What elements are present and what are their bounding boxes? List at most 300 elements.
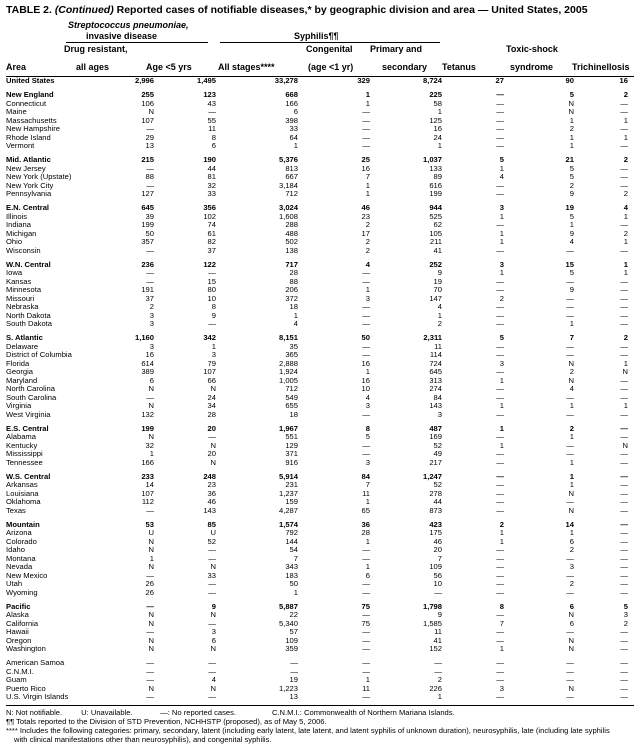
value-cell: — — [208, 433, 216, 441]
table-row — [6, 190, 634, 199]
value-cell: U — [210, 529, 216, 537]
area-cell: Alabama — [6, 433, 36, 441]
area-cell: Arizona — [6, 529, 32, 537]
value-cell: — — [496, 546, 504, 554]
value-cell: 549 — [285, 393, 298, 402]
value-cell: 2 — [623, 229, 628, 238]
value-cell: — — [208, 588, 216, 597]
table-row — [6, 685, 634, 694]
legend-not-notifiable: N: Not notifiable. — [6, 707, 63, 717]
value-cell: 114 — [429, 351, 442, 359]
value-cell: N — [148, 546, 154, 554]
value-cell: 8 — [499, 602, 504, 611]
value-cell: 1,223 — [278, 684, 298, 693]
value-cell: 1 — [365, 537, 370, 546]
value-cell: 23 — [207, 481, 216, 489]
value-cell: — — [146, 125, 154, 133]
area-cell: Oklahoma — [6, 498, 41, 506]
value-cell: 28 — [289, 269, 298, 277]
value-cell: 169 — [429, 433, 442, 441]
value-cell: 46 — [361, 204, 370, 212]
table-row — [6, 433, 634, 442]
value-cell: 24 — [433, 133, 442, 142]
value-cell: 109 — [285, 636, 298, 645]
table-row — [6, 498, 634, 507]
value-cell: 2 — [569, 424, 574, 433]
value-cell: 6 — [365, 571, 370, 580]
value-cell: 33 — [289, 125, 298, 133]
value-cell: 1 — [623, 116, 628, 125]
value-cell: 41 — [433, 636, 442, 645]
value-cell: 2 — [569, 125, 574, 133]
value-cell: — — [496, 659, 504, 667]
table-row — [6, 563, 634, 572]
value-cell: — — [620, 481, 628, 489]
value-cell: 20 — [207, 450, 216, 458]
value-cell: — — [496, 246, 504, 255]
value-cell: 2,996 — [134, 77, 154, 85]
value-cell: 14 — [565, 520, 574, 529]
value-cell: 1,585 — [422, 619, 442, 628]
value-cell: 82 — [207, 238, 216, 246]
value-cell: 3 — [211, 351, 216, 359]
area-cell: W.N. Central — [6, 260, 51, 269]
value-cell: 43 — [207, 99, 216, 108]
value-cell: 15 — [207, 277, 216, 286]
area-cell: S. Atlantic — [6, 334, 43, 342]
area-cell: Texas — [6, 506, 26, 515]
value-cell: — — [496, 277, 504, 286]
value-cell: — — [620, 563, 628, 571]
value-cell: — — [620, 546, 628, 554]
value-cell: 3 — [149, 311, 154, 320]
value-cell: 6 — [569, 537, 574, 546]
value-cell: 278 — [429, 489, 442, 498]
value-cell: — — [208, 619, 216, 628]
footnote-stages-1: **** Includes the following categories: primary, secondary, latent (including early latent, late latent, and latent syphilis of unknown duration), neurosyphilis, late (including late syphilis — [6, 725, 610, 735]
value-cell: 75 — [361, 602, 370, 611]
value-cell: 8 — [211, 303, 216, 311]
value-cell: 8 — [211, 133, 216, 142]
value-cell: 1 — [499, 645, 504, 653]
value-cell: — — [496, 303, 504, 311]
header-trichinellosis: Trichinellosis — [572, 62, 630, 72]
value-cell: 2 — [149, 303, 154, 311]
value-cell: 2,311 — [423, 334, 442, 342]
value-cell: — — [496, 342, 504, 351]
value-cell: 29 — [145, 133, 154, 142]
value-cell: 359 — [285, 645, 298, 653]
value-cell: 1 — [623, 238, 628, 246]
value-cell: — — [620, 311, 628, 320]
value-cell: 1 — [499, 238, 504, 246]
value-cell: 66 — [207, 376, 216, 385]
value-cell: 50 — [361, 334, 370, 342]
value-cell: N — [568, 489, 574, 498]
value-cell: — — [620, 667, 628, 676]
value-cell: 792 — [285, 529, 298, 537]
region-row — [6, 261, 634, 270]
value-cell: 1 — [499, 537, 504, 546]
value-cell: 551 — [285, 433, 298, 441]
value-cell: 133 — [429, 164, 442, 173]
value-cell: 4 — [293, 320, 298, 328]
value-cell: N — [148, 385, 154, 393]
value-cell: 1,574 — [278, 520, 298, 529]
value-cell: — — [496, 554, 504, 563]
value-cell: — — [362, 142, 370, 150]
value-cell: — — [620, 342, 628, 351]
value-cell: 1 — [569, 481, 574, 489]
value-cell: 7 — [365, 173, 370, 181]
value-cell: 1 — [623, 133, 628, 142]
value-cell: 2 — [623, 619, 628, 628]
value-cell: 16 — [361, 359, 370, 368]
value-cell: N — [210, 645, 216, 653]
value-cell: 75 — [361, 619, 370, 628]
table-row — [6, 173, 634, 182]
value-cell: — — [566, 303, 574, 311]
value-cell: — — [146, 602, 154, 611]
value-cell: 1,608 — [278, 212, 298, 221]
area-cell: Idaho — [6, 546, 26, 554]
value-cell: 41 — [433, 246, 442, 255]
area-cell: New Hampshire — [6, 125, 61, 133]
value-cell: 13 — [289, 693, 298, 701]
value-cell: — — [146, 181, 154, 190]
value-cell: 144 — [285, 537, 298, 546]
value-cell: 3 — [499, 204, 504, 212]
value-cell: 1 — [569, 472, 574, 481]
value-cell: — — [566, 554, 574, 563]
value-cell: 2 — [569, 580, 574, 588]
value-cell: — — [566, 676, 574, 684]
value-cell: — — [496, 311, 504, 320]
table-row — [6, 360, 634, 369]
value-cell: 9 — [437, 269, 442, 277]
area-cell: North Carolina — [6, 385, 55, 393]
value-cell: 107 — [141, 116, 154, 125]
value-cell: 80 — [207, 286, 216, 294]
region-row — [6, 156, 634, 165]
value-cell: — — [620, 537, 628, 546]
table-row — [6, 442, 634, 451]
value-cell: 19 — [565, 204, 574, 212]
value-cell: 125 — [429, 116, 442, 125]
value-cell: 1 — [365, 563, 370, 571]
value-cell: — — [620, 385, 628, 393]
area-cell: Puerto Rico — [6, 684, 46, 693]
value-cell: 7 — [499, 619, 504, 628]
table-row — [6, 529, 634, 538]
value-cell: 1 — [623, 402, 628, 410]
value-cell: — — [620, 393, 628, 402]
value-cell: 1,798 — [422, 602, 442, 611]
value-cell: 199 — [141, 424, 154, 433]
value-cell: — — [496, 498, 504, 506]
value-cell: 614 — [141, 359, 154, 368]
value-cell: — — [496, 563, 504, 571]
value-cell: 166 — [141, 458, 154, 467]
value-cell: — — [620, 351, 628, 359]
value-cell: 19 — [433, 277, 442, 286]
value-cell: N — [210, 563, 216, 571]
strep-group-rule — [66, 42, 208, 43]
header-age-under1: (age <1 yr) — [308, 62, 354, 72]
value-cell: — — [362, 351, 370, 359]
value-cell: — — [496, 286, 504, 294]
value-cell: 74 — [207, 221, 216, 229]
value-cell: 166 — [285, 99, 298, 108]
value-cell: 1,247 — [422, 472, 442, 481]
area-cell: Florida — [6, 359, 30, 368]
value-cell: 5 — [569, 164, 574, 173]
value-cell: 32 — [145, 441, 154, 450]
table-row — [6, 213, 634, 222]
value-cell: 3,184 — [278, 181, 298, 190]
value-cell: 10 — [207, 294, 216, 303]
value-cell: — — [620, 142, 628, 150]
value-cell: 53 — [145, 520, 154, 529]
value-cell: — — [620, 628, 628, 636]
value-cell: — — [208, 554, 216, 563]
value-cell: 1 — [365, 286, 370, 294]
table-row — [6, 286, 634, 295]
value-cell: 668 — [285, 91, 298, 99]
value-cell: 274 — [429, 385, 442, 393]
value-cell: 37 — [207, 246, 216, 255]
value-cell: 1,924 — [278, 368, 298, 376]
table-row — [6, 668, 634, 677]
area-cell: E.N. Central — [6, 204, 50, 212]
value-cell: 873 — [429, 506, 442, 515]
value-cell: — — [620, 489, 628, 498]
value-cell: 5 — [569, 173, 574, 181]
table-row — [6, 620, 634, 629]
value-cell: 90 — [565, 77, 574, 85]
value-cell: — — [620, 221, 628, 229]
value-cell: 79 — [207, 359, 216, 368]
value-cell: 81 — [207, 173, 216, 181]
header-invasive: invasive disease — [86, 31, 158, 41]
value-cell: 183 — [285, 571, 298, 580]
area-cell: Kansas — [6, 277, 32, 286]
value-cell: 231 — [285, 481, 298, 489]
value-cell: — — [496, 99, 504, 108]
value-cell: — — [146, 667, 154, 676]
area-cell: Washington — [6, 645, 46, 653]
area-cell: Illinois — [6, 212, 28, 221]
value-cell: 724 — [429, 359, 442, 368]
area-cell: Ohio — [6, 238, 23, 246]
data-table — [6, 77, 634, 702]
value-cell: — — [496, 385, 504, 393]
legend-unavailable: U: Unavailable. — [81, 707, 133, 717]
table-row — [6, 269, 634, 278]
value-cell: 3 — [149, 320, 154, 328]
value-cell: 1 — [569, 402, 574, 410]
table-row — [6, 402, 634, 411]
value-cell: 54 — [289, 546, 298, 554]
value-cell: — — [620, 554, 628, 563]
area-cell: New Mexico — [6, 571, 48, 580]
value-cell: 5,340 — [278, 619, 298, 628]
value-cell: — — [496, 142, 504, 150]
value-cell: — — [146, 571, 154, 580]
table-row — [6, 394, 634, 403]
table-row — [6, 411, 634, 420]
value-cell: — — [146, 269, 154, 277]
header-primary-and: Primary and — [370, 44, 423, 54]
value-cell: 44 — [433, 498, 442, 506]
value-cell: — — [496, 611, 504, 619]
value-cell: — — [620, 99, 628, 108]
value-cell: 3 — [211, 628, 216, 636]
area-cell: California — [6, 619, 39, 628]
value-cell: 616 — [429, 181, 442, 190]
value-cell: — — [620, 588, 628, 597]
region-row — [6, 603, 634, 612]
value-cell: 252 — [429, 260, 442, 269]
table-row — [6, 303, 634, 312]
value-cell: — — [362, 133, 370, 142]
area-cell: Mid. Atlantic — [6, 156, 51, 164]
value-cell: 5 — [569, 91, 574, 99]
value-cell: — — [620, 645, 628, 653]
value-cell: 35 — [289, 342, 298, 351]
value-cell: 15 — [565, 260, 574, 269]
value-cell: 16 — [361, 164, 370, 173]
value-cell: 813 — [285, 164, 298, 173]
value-cell: — — [208, 659, 216, 667]
header-all-stages: All stages**** — [218, 62, 275, 72]
value-cell: — — [620, 676, 628, 684]
value-cell: 44 — [207, 164, 216, 173]
value-cell: 8 — [365, 424, 370, 433]
area-cell: Pacific — [6, 602, 31, 611]
value-cell: N — [568, 359, 574, 368]
value-cell: 4 — [569, 238, 574, 246]
header-toxic-shock: Toxic-shock — [506, 44, 558, 54]
header-congenital: Congenital — [306, 44, 353, 54]
value-cell: N — [148, 611, 154, 619]
value-cell: — — [566, 441, 574, 450]
table-row — [6, 676, 634, 685]
value-cell: — — [496, 667, 504, 676]
table-row — [6, 343, 634, 352]
area-cell: Wisconsin — [6, 246, 41, 255]
value-cell: 4 — [569, 385, 574, 393]
value-cell: — — [566, 693, 574, 701]
area-cell: New York City — [6, 181, 54, 190]
value-cell: 2 — [365, 238, 370, 246]
value-cell: N — [568, 108, 574, 116]
value-cell: — — [566, 659, 574, 667]
value-cell: 26 — [145, 588, 154, 597]
table-row — [6, 693, 634, 702]
area-cell: North Dakota — [6, 311, 51, 320]
value-cell: 33,278 — [274, 77, 298, 85]
value-cell: — — [146, 506, 154, 515]
value-cell: 7 — [569, 334, 574, 342]
value-cell: — — [566, 450, 574, 458]
area-cell: Massachusetts — [6, 116, 57, 125]
value-cell: — — [146, 277, 154, 286]
value-cell: 122 — [203, 260, 216, 269]
header-area: Area — [6, 62, 27, 72]
value-cell: 19 — [289, 676, 298, 684]
value-cell: 7 — [365, 481, 370, 489]
table-row — [6, 238, 634, 247]
value-cell: 5,887 — [278, 602, 298, 611]
value-cell: 3 — [623, 611, 628, 619]
area-cell: Nebraska — [6, 303, 39, 311]
area-cell: Nevada — [6, 563, 33, 571]
value-cell: 1 — [365, 181, 370, 190]
value-cell: 236 — [141, 260, 154, 269]
value-cell: 1 — [365, 676, 370, 684]
value-cell: 4 — [437, 303, 442, 311]
area-cell: Utah — [6, 580, 23, 588]
value-cell: — — [496, 190, 504, 198]
value-cell: 16 — [145, 351, 154, 359]
table-row — [6, 295, 634, 304]
value-cell: — — [496, 368, 504, 376]
value-cell: N — [210, 385, 216, 393]
table-body — [6, 77, 634, 702]
area-cell: U.S. Virgin Islands — [6, 693, 69, 701]
value-cell: — — [208, 580, 216, 588]
value-cell: — — [496, 116, 504, 125]
value-cell: — — [362, 554, 370, 563]
value-cell: — — [362, 693, 370, 701]
table-row — [6, 247, 634, 256]
table-row — [6, 368, 634, 377]
value-cell: — — [620, 529, 628, 537]
value-cell: — — [620, 125, 628, 133]
value-cell: — — [566, 393, 574, 402]
value-cell: — — [496, 320, 504, 328]
value-cell: — — [620, 164, 628, 173]
value-cell: 423 — [429, 520, 442, 529]
value-cell: — — [566, 667, 574, 676]
value-cell: 70 — [433, 286, 442, 294]
value-cell: 7 — [437, 554, 442, 563]
value-cell: 11 — [362, 684, 370, 693]
area-cell: Mountain — [6, 520, 40, 529]
area-cell: Connecticut — [6, 99, 47, 108]
value-cell: — — [362, 636, 370, 645]
value-cell: 14 — [145, 481, 154, 489]
value-cell: — — [146, 676, 154, 684]
value-cell: — — [496, 108, 504, 116]
value-cell: 88 — [145, 173, 154, 181]
value-cell: 226 — [429, 684, 442, 693]
table-row — [6, 572, 634, 581]
value-cell: — — [566, 342, 574, 351]
value-cell: 5 — [623, 602, 628, 611]
value-cell: 18 — [289, 410, 298, 419]
value-cell: 2 — [437, 320, 442, 328]
value-cell: 398 — [285, 116, 298, 125]
value-cell: 502 — [285, 238, 298, 246]
value-cell: 313 — [429, 376, 442, 385]
value-cell: — — [496, 481, 504, 489]
value-cell: 199 — [141, 221, 154, 229]
area-cell: Michigan — [6, 229, 37, 238]
area-cell: Vermont — [6, 142, 35, 150]
value-cell: N — [148, 108, 154, 116]
